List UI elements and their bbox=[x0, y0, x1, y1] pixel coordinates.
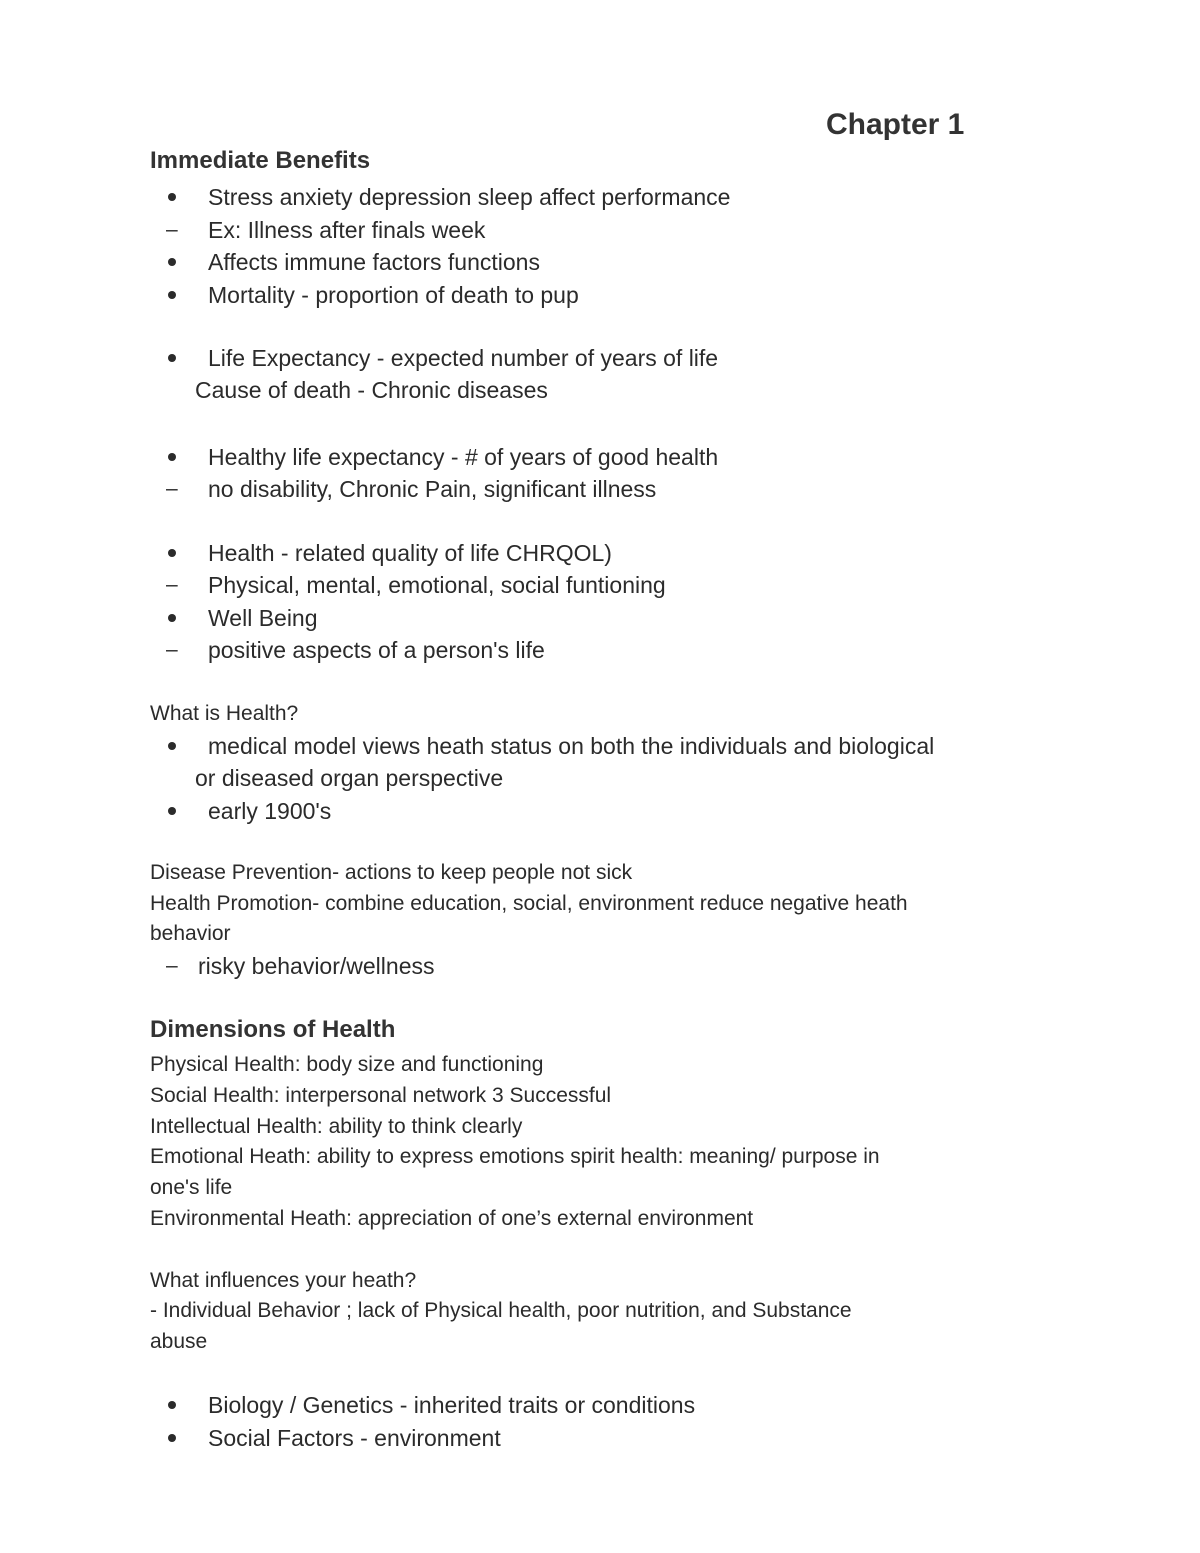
list-item-continuation: or diseased organ perspective bbox=[195, 765, 504, 791]
list-item-continuation: Cause of death - Chronic diseases bbox=[195, 377, 548, 403]
list-item: medical model views heath status on both the individuals and biological bbox=[208, 733, 935, 759]
list-item: Affects immune factors functions bbox=[208, 249, 540, 275]
dimension-line: Social Health: interpersonal network 3 Successful bbox=[150, 1084, 612, 1107]
list-item: positive aspects of a person's life bbox=[208, 637, 545, 663]
list-item: Well Being bbox=[208, 605, 318, 631]
bullet-icon bbox=[168, 614, 176, 622]
bullet-icon bbox=[168, 1401, 176, 1409]
dimension-line: Intellectual Health: ability to think clearly bbox=[150, 1115, 523, 1138]
dash-icon: – bbox=[166, 638, 178, 661]
list-item: Healthy life expectancy - # of years of good health bbox=[208, 444, 719, 470]
influences-line: - Individual Behavior ; lack of Physical health, poor nutrition, and Substance bbox=[150, 1299, 852, 1322]
bullet-icon bbox=[168, 193, 176, 201]
bullet-icon bbox=[168, 258, 176, 266]
list-item: early 1900's bbox=[208, 798, 332, 824]
definition-line: risky behavior/wellness bbox=[198, 953, 435, 979]
dash-icon: – bbox=[166, 954, 178, 977]
dimension-line: one's life bbox=[150, 1176, 233, 1199]
bullet-icon bbox=[168, 453, 176, 461]
influences-line: abuse bbox=[150, 1330, 208, 1353]
dimensions-heading: Dimensions of Health bbox=[150, 1016, 396, 1043]
dimension-line: Physical Health: body size and functioning bbox=[150, 1053, 544, 1076]
list-item: Ex: Illness after finals week bbox=[208, 217, 486, 243]
bullet-icon bbox=[168, 549, 176, 557]
definition-line: behavior bbox=[150, 922, 231, 945]
dimension-line: Environmental Heath: appreciation of one’s external environment bbox=[150, 1207, 754, 1230]
dash-icon: – bbox=[166, 218, 178, 241]
bullet-icon bbox=[168, 1434, 176, 1442]
dash-icon: – bbox=[166, 573, 178, 596]
list-item: Stress anxiety depression sleep affect performance bbox=[208, 184, 731, 210]
list-item: Biology / Genetics - inherited traits or conditions bbox=[208, 1392, 696, 1418]
list-item: Health - related quality of life CHRQOL) bbox=[208, 540, 612, 566]
bullet-icon bbox=[168, 742, 176, 750]
definition-line: Health Promotion- combine education, social, environment reduce negative heath bbox=[150, 892, 908, 915]
list-item: no disability, Chronic Pain, significant illness bbox=[208, 476, 657, 502]
what-is-health-heading: What is Health? bbox=[150, 702, 299, 725]
list-item: Life Expectancy - expected number of years of life bbox=[208, 345, 719, 371]
list-item: Mortality - proportion of death to pup bbox=[208, 282, 579, 308]
bullet-icon bbox=[168, 291, 176, 299]
list-item: Physical, mental, emotional, social funtioning bbox=[208, 572, 666, 598]
dash-icon: – bbox=[166, 477, 178, 500]
immediate-benefits-heading: Immediate Benefits bbox=[150, 147, 371, 174]
bullet-icon bbox=[168, 807, 176, 815]
definition-line: Disease Prevention- actions to keep people not sick bbox=[150, 861, 633, 884]
bullet-icon bbox=[168, 354, 176, 362]
list-item: Social Factors - environment bbox=[208, 1425, 501, 1451]
influences-heading: What influences your heath? bbox=[150, 1269, 417, 1292]
dimension-line: Emotional Heath: ability to express emotions spirit health: meaning/ purpose in bbox=[150, 1145, 880, 1168]
chapter-title: Chapter 1 bbox=[826, 108, 965, 141]
